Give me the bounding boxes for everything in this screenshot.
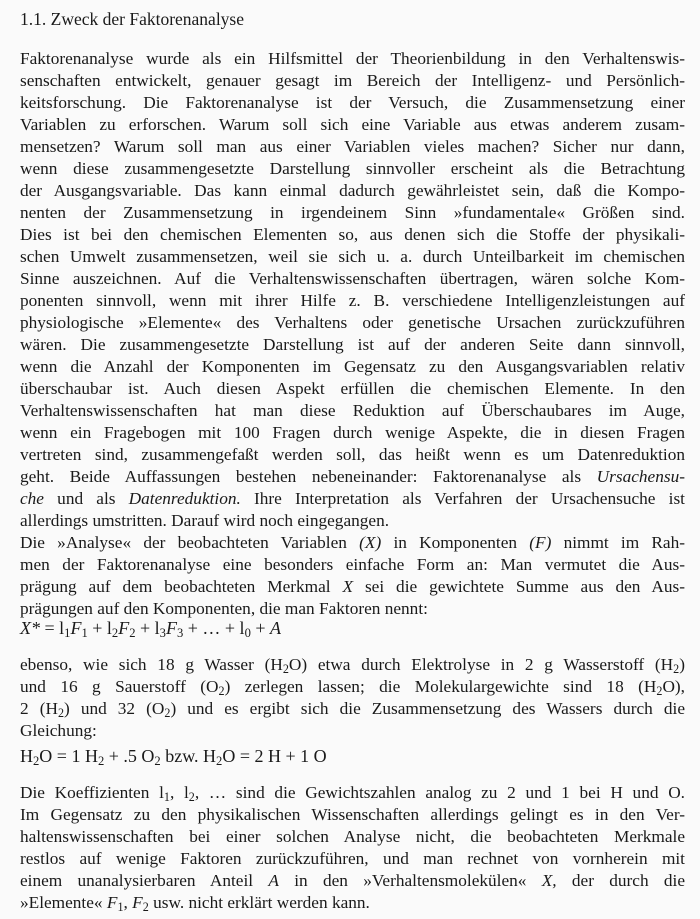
text-line: restlos auf wenige Faktoren zurückzuführen, und man rechnet von vornherein mit: [20, 849, 685, 868]
text-line: der Ausgangsvariable. Das kann einmal dadurch gewährleistet sein, daß die Kompo-: [20, 181, 685, 200]
text-line: mensetzen? Warum soll man aus einer Variablen vieles machen? Sicher nur dann,: [20, 137, 685, 156]
text-line: physiologische »Elemente« des Verhaltens oder genetische Ursachen zurückzuführen: [20, 313, 685, 332]
text-line: nenten der Zusammensetzung in irgendeinem Sinn »fundamentale« Größen sind.: [20, 203, 685, 222]
text-line: Dies ist bei den chemischen Elementen so, aus denen sich die Stoffe der physikali-: [20, 225, 685, 244]
text-line: ponenten sinnvoll, wenn mit ihrer Hilfe z. B. verschiedene Intelligenzleistungen auf: [20, 291, 685, 310]
formula-weighted-sum: $X* = l_1F_1 + l_2F_2 + l_3F_3$ + … + $l_0 + A$: [20, 618, 282, 641]
text-line: Variablen zu erforschen. Warum soll sich eine Variable aus etwas anderem zusam-: [20, 115, 685, 134]
text-line: überschaubar ist. Auch diesen Aspekt erfüllen die chemischen Elemente. In den: [20, 379, 685, 398]
text-line: 2 $(H_2)$ und 32 $(O_2)$ und es ergibt sich die Zusammensetzung des Wassers durch die: [20, 699, 685, 720]
text-line: keitsforschung. Die Faktorenanalyse ist der Versuch, die Zusammensetzung einer: [20, 93, 685, 112]
text-line: haltenswissenschaften bei einer solchen Analyse nicht, die beobachteten Merkmale: [20, 827, 685, 846]
text-line: ebenso, wie sich 18 g Wasser $(H_2O)$ etwa durch Elektrolyse in 2 g Wasserstoff $(H_2)$: [20, 655, 685, 676]
text-line: senschaften entwickelt, genauer gesagt im Bereich der Intelligenz- und Persönlich-: [20, 71, 685, 90]
text-line: wären. Die zusammengesetzte Darstellung ist auf der anderen Seite dann sinnvoll,: [20, 335, 685, 354]
text-line: prägung auf dem beobachteten Merkmal X sei die gewichtete Summe aus den Aus-: [20, 577, 685, 596]
text-line: che und als Datenreduktion. Ihre Interpretation als Verfahren der Ursachensuche ist: [20, 489, 685, 508]
text-line: wenn die Anzahl der Komponenten im Gegensatz zu den Ausgangsvariablen relativ: [20, 357, 685, 376]
text-line: geht. Beide Auffassungen bestehen nebeneinander: Faktorenanalyse als Ursachensu-: [20, 467, 685, 486]
text-line: schen Umwelt zusammensetzen, weil sie sich u. a. durch Unteilbarkeit im chemischen: [20, 247, 685, 266]
text-line: Gleichung:: [20, 721, 97, 740]
text-line: Sinne auszeichnen. Auf die Verhaltenswissenschaften übertragen, wären solche Kom-: [20, 269, 685, 288]
text-line: Im Gegensatz zu den physikalischen Wissenschaften allerdings gelingt es in den Ver-: [20, 805, 685, 824]
text-line: vertreten sind, zusammengefaßt werden soll, das heißt wenn es um Datenreduktion: [20, 445, 685, 464]
text-line: Die Koeffizienten $l_1$, $l_2$, … sind die Gewichtszahlen analog zu 2 und 1 bei H und O.: [20, 783, 685, 804]
text-line: allerdings umstritten. Darauf wird noch eingegangen.: [20, 511, 390, 530]
text-line: men der Faktorenanalyse eine besonders einfache Form an: Man vermutet die Aus-: [20, 555, 685, 574]
text-line: »Elemente« $F_1$, $F_2$ usw. nicht erklärt werden kann.: [20, 893, 370, 914]
text-line: wenn ein Fragebogen mit 100 Fragen durch wenige Aspekte, die in diesen Fragen: [20, 423, 685, 442]
text-line: wenn diese zusammengesetzte Darstellung sinnvoller erscheint als die Betrachtung: [20, 159, 685, 178]
formula-water: $H_2O = 1$ $H_2 + .5$ $O_2$ bzw. $H_2O = 2$ H + 1 O: [20, 746, 327, 769]
text-line: Die »Analyse« der beobachteten Variablen (X) in Komponenten (F) nimmt im Rah-: [20, 533, 685, 552]
text-line: Faktorenanalyse wurde als ein Hilfsmittel der Theorienbildung in den Verhaltenswis-: [20, 49, 685, 68]
text-line: einem unanalysierbaren Anteil A in den »Verhaltensmolekülen« X, der durch die: [20, 871, 685, 890]
text-line: Verhaltenswissenschaften hat man diese Reduktion auf Überschaubares im Auge,: [20, 401, 685, 420]
text-line: und 16 g Sauerstoff $(O_2)$ zerlegen lassen; die Molekulargewichte sind 18 $(H_2O)$,: [20, 677, 685, 698]
text-line: prägungen auf den Komponenten, die man Faktoren nennt:: [20, 599, 428, 618]
section-heading: 1.1. Zweck der Faktorenanalyse: [20, 9, 245, 29]
